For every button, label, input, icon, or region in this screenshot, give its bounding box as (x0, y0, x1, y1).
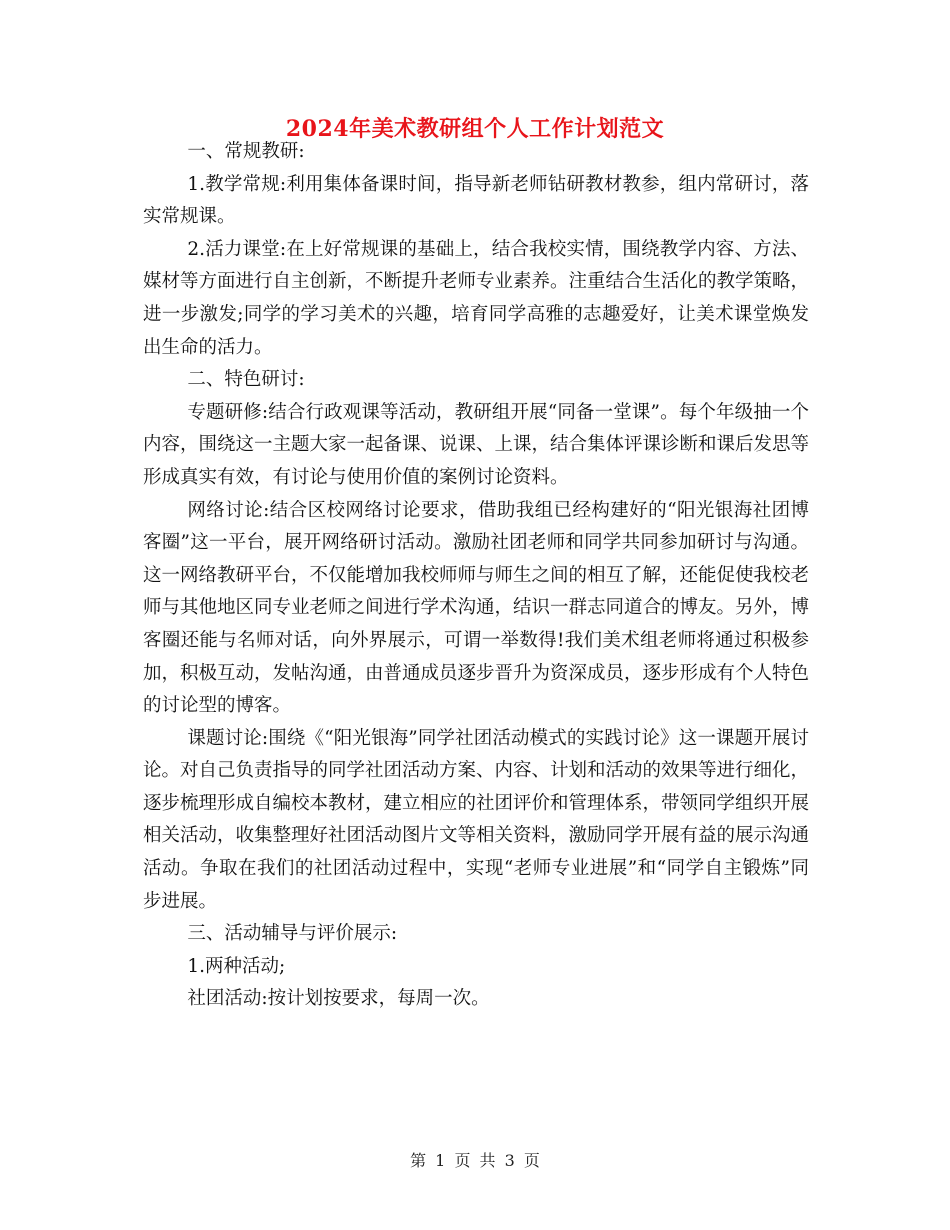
paragraph-project-discussion: 课题讨论:围绕《“阳光银海”同学社团活动模式的实践讨论》这一课题开展讨论。对自己负责指导的同学社团活动方案、内容、计划和活动的效果等进行细化，逐步梳理形成自编校本教材，建立相应的社团评价和管理体系，带领同学组织开展相关活动，收集整理好社团活动图片文等相关资料，激励同学开展有益的展示沟通活动。争取在我们的社团活动过程中，实现“老师专业进展”和“同学自主锻炼”同步进展。 (143, 727, 810, 912)
paragraph-teaching-routine: 1.教学常规:利用集体备课时间，指导新老师钻研教材教参，组内常研讨，落实常规课。 (143, 173, 809, 228)
paragraph-two-activities: 1.两种活动; (187, 955, 286, 977)
paragraph-online-discussion: 网络讨论:结合区校网络讨论要求，借助我组已经构建好的“阳光银海社团博客圈”这一平台，展开网络研讨活动。激励社团老师和同学共同参加研讨与沟通。这一网络教研平台，不仅能增加我校师师与师生之间的相互了解，还能促使我校老师与其他地区同专业老师之间进行学术沟通，结识一群志同道合的博友。另外，博客圈还能与名师对话，向外界展示，可谓一举数得!我们美术组老师将通过积极参加，积极互动，发帖沟通，由普通成员逐步晋升为资深成员，逐步形成有个人特色的讨论型的博客。 (143, 499, 810, 717)
paragraph-club-activities: 社团活动:按计划按要求，每周一次。 (187, 988, 490, 1010)
document-body (143, 136, 809, 1016)
paragraph-topic-study: 专题研修:结合行政观课等活动，教研组开展“同备一堂课”。每个年级抽一个内容，围绕这一主题大家一起备课、说课、上课，结合集体评课诊断和课后发思等形成真实有效，有讨论与使用价值的案例讨论资料。 (143, 401, 810, 488)
document-title: 2024年美术教研组个人工作计划范文 (285, 116, 665, 142)
section-heading-activities: 三、活动辅导与评价展示: (187, 923, 398, 945)
paragraph-vibrant-classroom: 2.活力课堂:在上好常规课的基础上，结合我校实情，围绕教学内容、方法、媒材等方面进行自主创新，不断提升老师专业素养。注重结合生活化的教学策略，进一步激发;同学的学习美术的兴趣，培育同学高雅的志趣爱好，让美术课堂焕发出生命的活力。 (143, 238, 810, 358)
page-footer: 第 1 页 共 3 页 (410, 1151, 540, 1170)
section-heading-special-research: 二、特色研讨: (187, 369, 305, 391)
section-heading-routine-research: 一、常规教研: (187, 141, 305, 162)
